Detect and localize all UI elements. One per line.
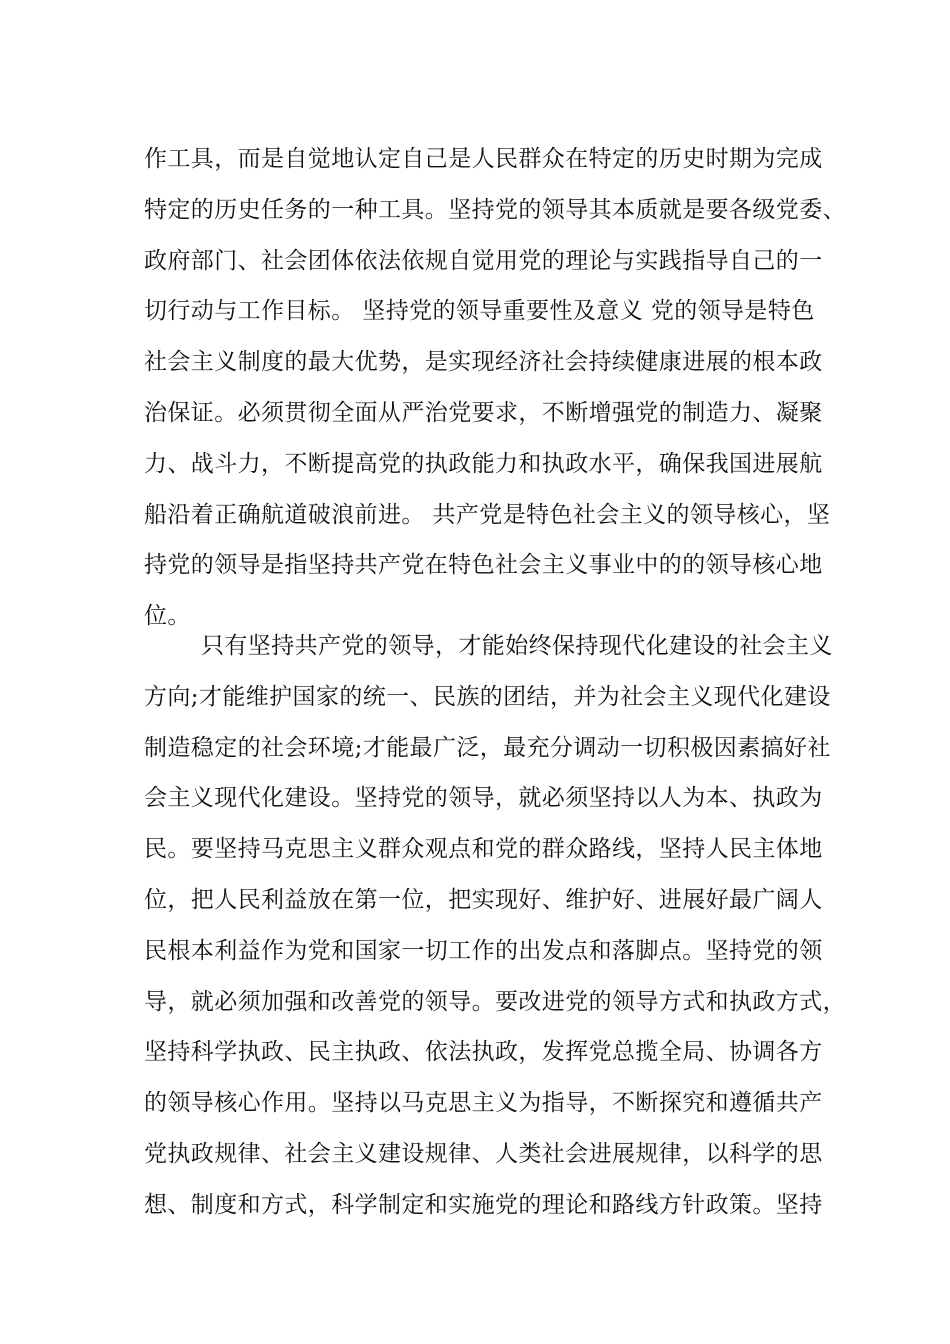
paragraph-1-line: 政府部门、社会团体依法依规自觉用党的理论与实践指导自己的一 <box>144 247 823 274</box>
paragraph-2-line: 的领导核心作用。坚持以马克思主义为指导，不断探究和遵循共产 <box>144 1090 823 1117</box>
paragraph-2-line: 导，就必须加强和改善党的领导。要改进党的领导方式和执政方式， <box>144 988 846 1015</box>
paragraph-2-line: 想、制度和方式，科学制定和实施党的理论和路线方针政策。坚持 <box>144 1191 823 1218</box>
paragraph-1-line: 社会主义制度的最大优势，是实现经济社会持续健康进展的根本政 <box>144 349 823 376</box>
paragraph-2-line: 党执政规律、社会主义建设规律、人类社会进展规律，以科学的思 <box>144 1140 823 1167</box>
paragraph-2 <box>144 621 846 1231</box>
paragraph-2-line: 只有坚持共产党的领导，才能始终保持现代化建设的社会主义 <box>201 633 833 659</box>
paragraph-1-line: 力、战斗力，不断提高党的执政能力和执政水平，确保我国进展航 <box>144 450 823 477</box>
paragraph-2-line: 民。要坚持马克思主义群众观点和党的群众路线，坚持人民主体地 <box>144 836 823 863</box>
paragraph-2-line: 坚持科学执政、民主执政、依法执政，发挥党总揽全局、协调各方 <box>144 1039 823 1066</box>
paragraph-1-line: 持党的领导是指坚持共产党在特色社会主义事业中的的领导核心地 <box>144 552 823 579</box>
paragraph-1 <box>144 134 846 642</box>
paragraph-1-line: 特定的历史任务的一种工具。坚持党的领导其本质就是要各级党委、 <box>144 196 846 223</box>
paragraph-1-line: 切行动与工作目标。 坚持党的领导重要性及意义 党的领导是特色 <box>144 298 815 325</box>
paragraph-1-line: 治保证。必须贯彻全面从严治党要求，不断增强党的制造力、凝聚 <box>144 399 823 426</box>
paragraph-2-line: 方向;才能维护国家的统一、民族的团结，并为社会主义现代化建设 <box>144 683 831 710</box>
paragraph-2-line: 会主义现代化建设。坚持党的领导，就必须坚持以人为本、执政为 <box>144 785 823 812</box>
paragraph-1-line: 作工具，而是自觉地认定自己是人民群众在特定的历史时期为完成 <box>144 146 823 172</box>
paragraph-1-line: 船沿着正确航道破浪前进。 共产党是特色社会主义的领导核心，坚 <box>144 501 831 528</box>
paragraph-2-line: 位，把人民利益放在第一位，把实现好、维护好、进展好最广阔人 <box>144 886 823 913</box>
paragraph-2-line: 民根本利益作为党和国家一切工作的出发点和落脚点。坚持党的领 <box>144 937 823 964</box>
paragraph-2-line: 制造稳定的社会环境;才能最广泛，最充分调动一切积极因素搞好社 <box>144 734 831 761</box>
paragraph-1-line: 位。 <box>144 603 191 630</box>
